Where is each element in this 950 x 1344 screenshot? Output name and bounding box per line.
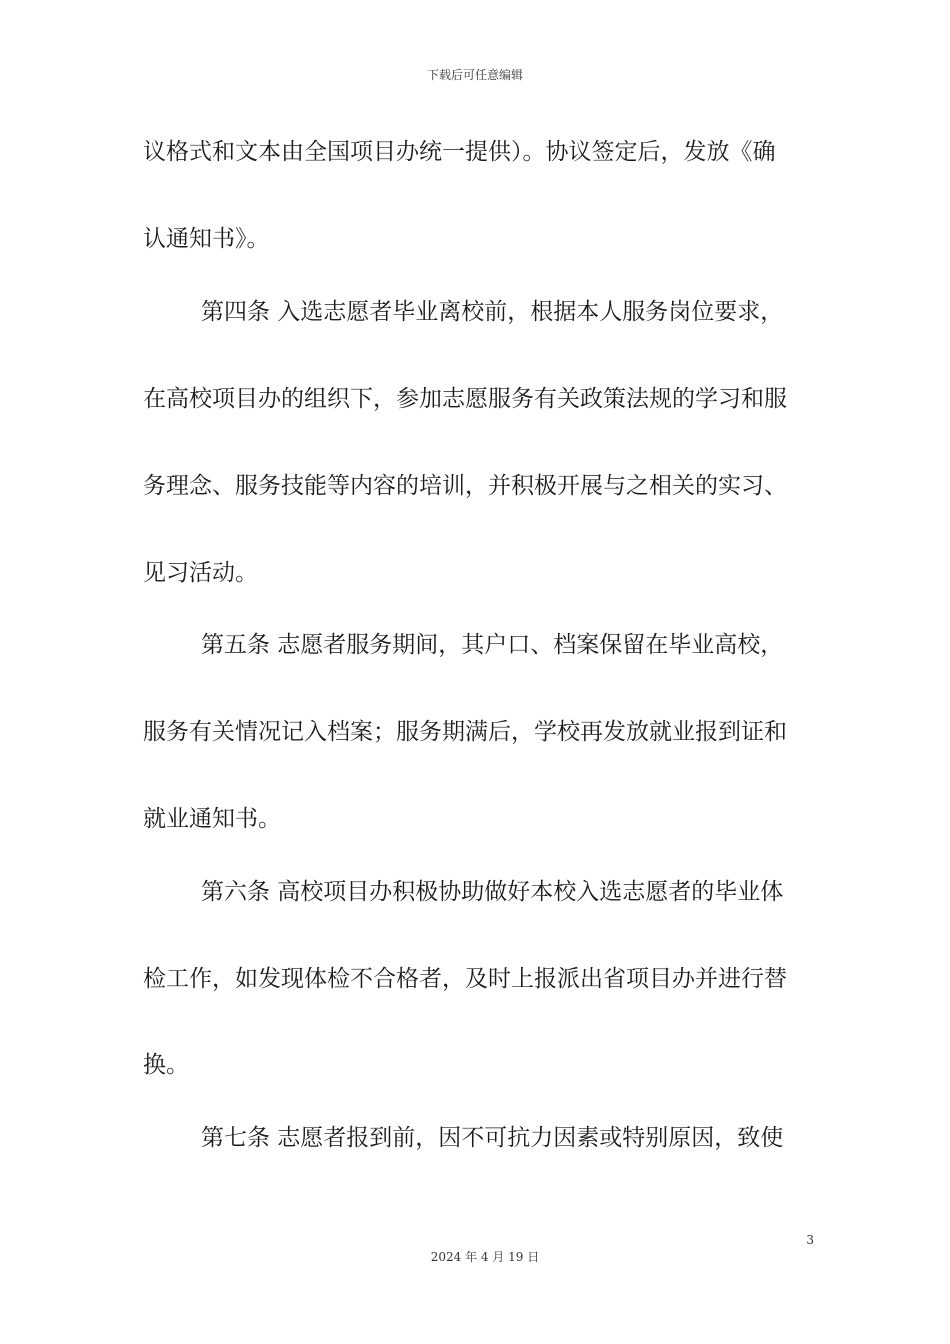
- body-line: 务理念、服务技能等内容的培训，并积极开展与之相关的实习、: [143, 473, 787, 499]
- body-line: 检工作，如发现体检不合格者，及时上报派出省项目办并进行替: [143, 966, 787, 992]
- body-line: 议格式和文本由全国项目办统一提供）。协议签定后，发放《确: [143, 139, 776, 165]
- body-line: 服务有关情况记入档案；服务期满后，学校再发放就业报到证和: [143, 719, 787, 745]
- body-line: 在高校项目办的组织下，参加志愿服务有关政策法规的学习和服: [143, 386, 787, 412]
- body-line: 换。: [143, 1052, 189, 1078]
- body-line: 认通知书》。: [143, 226, 270, 252]
- body-line: 就业通知书。: [143, 806, 281, 832]
- article-7-first-line: 第七条 志愿者报到前，因不可抗力因素或特别原因，致使: [201, 1125, 784, 1151]
- article-4-first-line: 第四条 入选志愿者毕业离校前，根据本人服务岗位要求，: [201, 299, 784, 325]
- body-line: 见习活动。: [143, 560, 258, 586]
- page-header: 下载后可任意编辑: [426, 68, 523, 82]
- article-5-first-line: 第五条 志愿者服务期间，其户口、档案保留在毕业高校，: [201, 632, 784, 658]
- page-number: 3: [806, 1233, 814, 1247]
- footer-date: 2024 年 4 月 19 日: [430, 1250, 540, 1264]
- article-6-first-line: 第六条 高校项目办积极协助做好本校入选志愿者的毕业体: [201, 879, 784, 905]
